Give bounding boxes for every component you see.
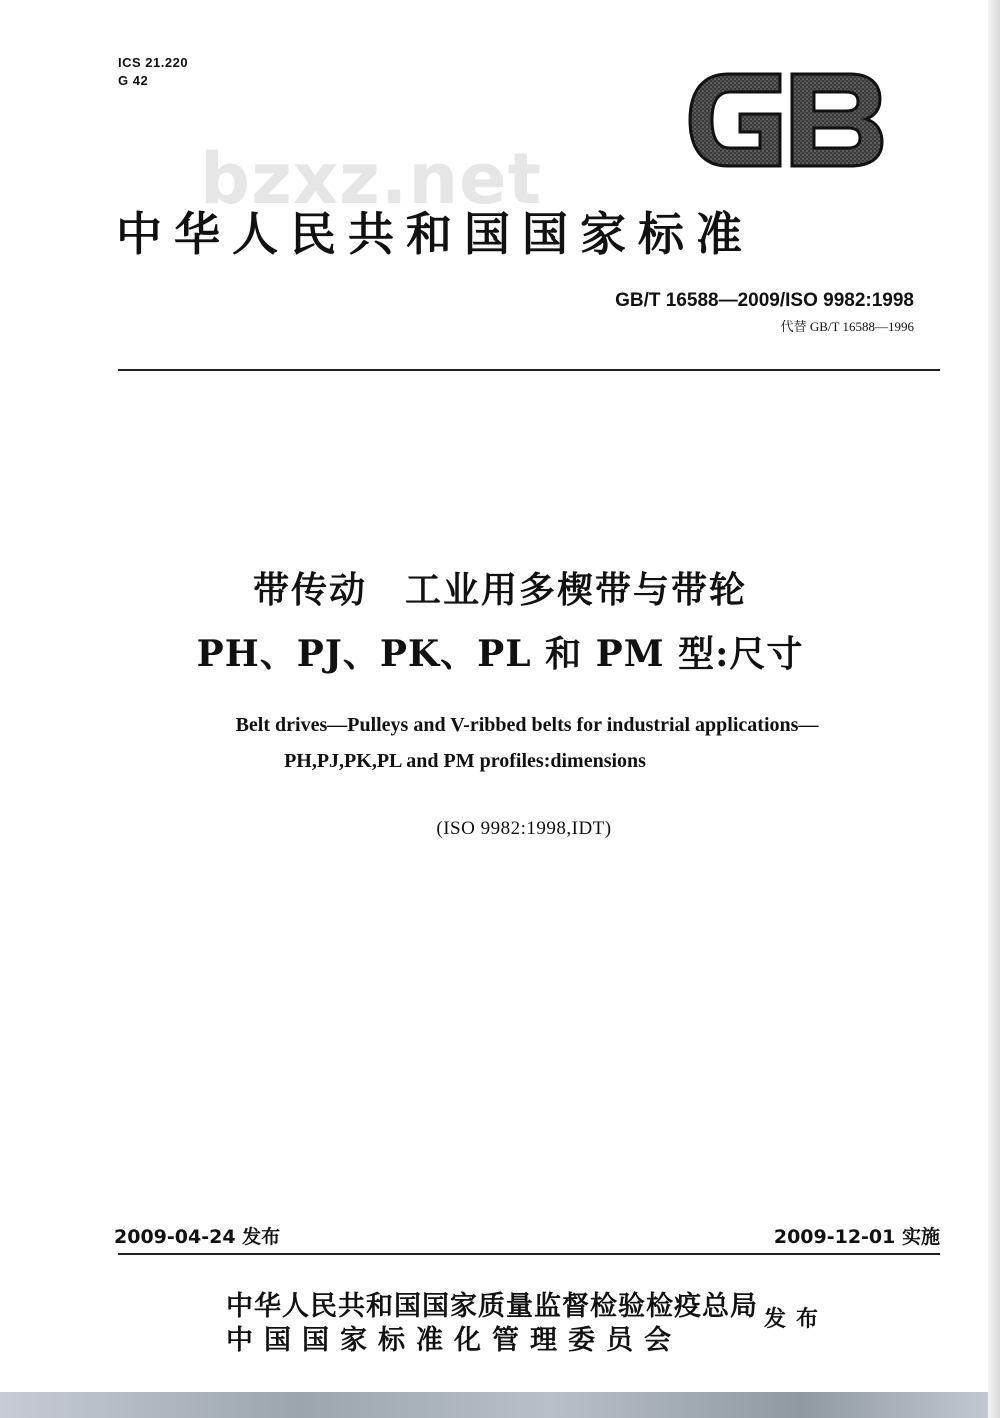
publish-label: 发布 bbox=[764, 1307, 829, 1332]
scan-right-edge bbox=[988, 0, 1000, 1418]
title-chinese-line2: PH、PJ、PK、PL 和 PM 型:尺寸 bbox=[196, 633, 804, 675]
gb-logo-icon bbox=[682, 66, 888, 174]
ccs-code: G 42 bbox=[118, 73, 149, 88]
classification-codes bbox=[118, 54, 188, 90]
header-divider bbox=[118, 369, 940, 371]
issuer-aqsiq: 中华人民共和国国家质量监督检验检疫总局 bbox=[226, 1291, 758, 1322]
watermark-text: bzxz.net bbox=[200, 138, 543, 220]
title-english-line1: Belt drives—Pulleys and V-ribbed belts for industrial applications— bbox=[235, 714, 819, 736]
ics-code: ICS 21.220 bbox=[118, 55, 189, 70]
standard-code: GB/T 16588—2009/ISO 9982:1998 bbox=[615, 290, 914, 311]
iso-equivalence: (ISO 9982:1998,IDT) bbox=[436, 818, 612, 839]
national-standard-title: 中华人民共和国国家标准 bbox=[116, 207, 754, 261]
scan-bottom-edge bbox=[0, 1392, 1000, 1418]
issue-date: 2009-04-24 发布 bbox=[114, 1226, 281, 1248]
title-chinese-line1: 带传动 工业用多楔带与带轮 bbox=[252, 570, 747, 611]
replaces-standard: 代替 GB/T 16588—1996 bbox=[780, 319, 914, 334]
title-english-line2: PH,PJ,PK,PL and PM profiles:dimensions bbox=[284, 750, 646, 772]
footer-divider bbox=[118, 1253, 940, 1255]
issuer-sac: 中国国家标准化管理委员会 bbox=[226, 1325, 682, 1356]
implementation-date: 2009-12-01 实施 bbox=[773, 1226, 940, 1248]
